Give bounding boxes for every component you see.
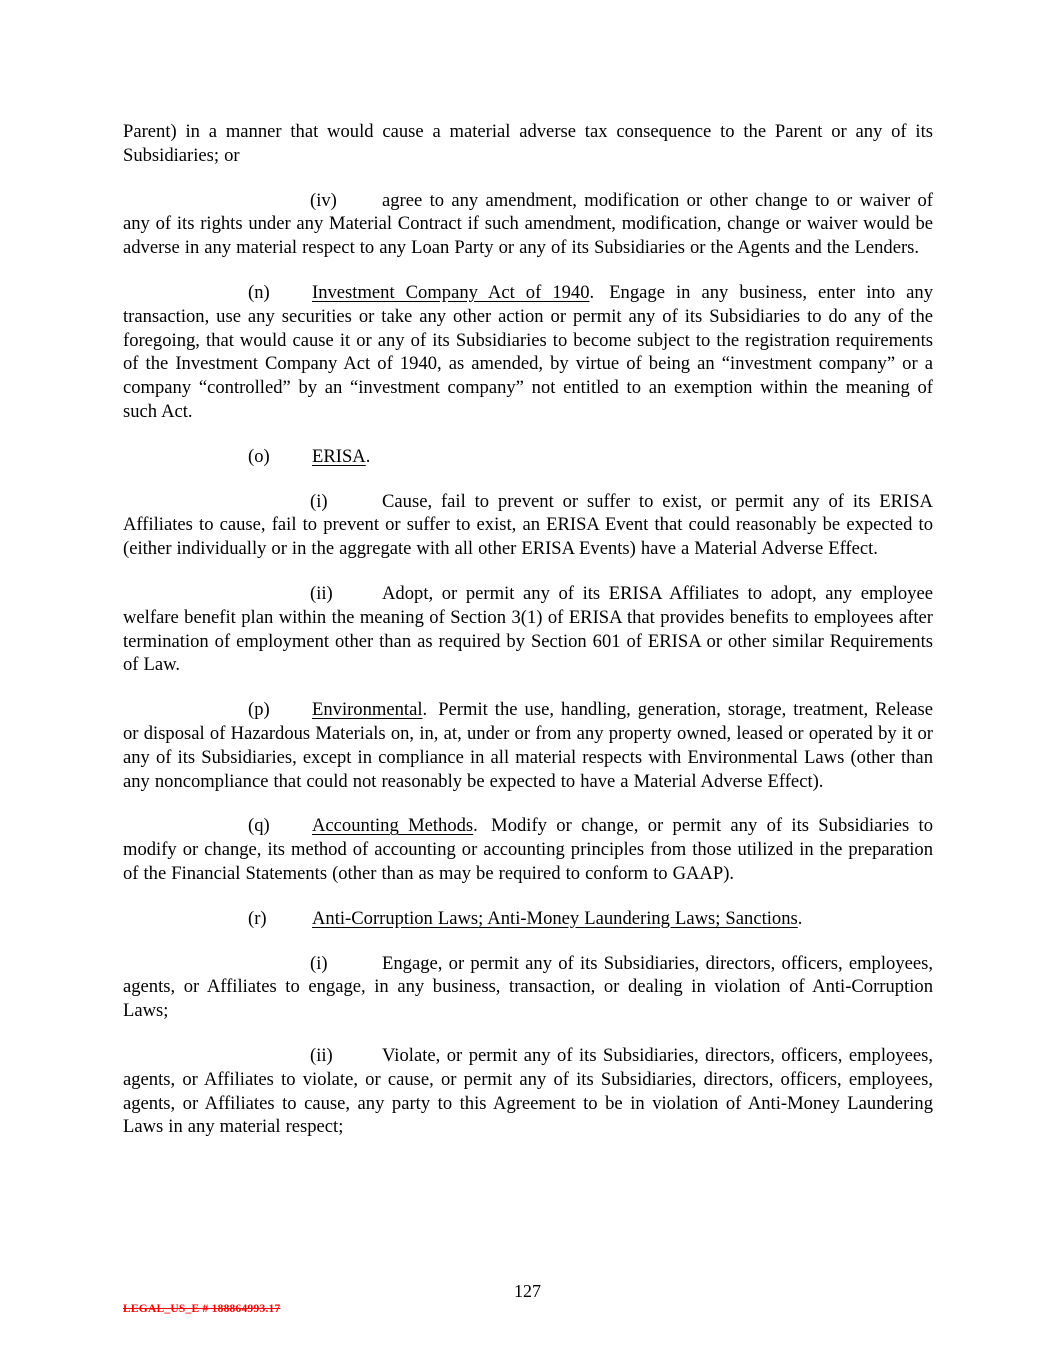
- clause-heading: Investment Company Act of 1940: [312, 281, 590, 303]
- clause-heading-period: .: [797, 907, 803, 929]
- clause-marker: (ii): [310, 582, 333, 604]
- clause-p: [123, 698, 933, 793]
- document-body: [123, 120, 933, 1139]
- clause-iv: [123, 189, 933, 260]
- clause-r: [123, 907, 933, 931]
- clause-heading: Accounting Methods: [312, 815, 474, 837]
- clause-heading-period: .: [473, 815, 478, 837]
- clause-heading-period: .: [365, 445, 371, 467]
- clause-o-i: [123, 490, 933, 561]
- clause-n: [123, 281, 933, 424]
- document-id-stamp: LEGAL_US_E # 188864993.17: [123, 1303, 281, 1315]
- clause-marker: (i): [310, 952, 328, 974]
- clause-text: Permit the use, handling, generation, storage, treatment, Release or disposal of Hazardous Materials on, in, at, under or from any property owned, leased or operated by it or any of its Subsidiaries, except in compliance in all material respects with Environmental Laws (other than any noncompliance that could not reasonably be expected to have a Material Adverse Effect).: [123, 699, 933, 792]
- clause-heading-period: .: [589, 281, 595, 303]
- clause-text: Engage, or permit any of its Subsidiaries, directors, officers, employees, agents, or Affiliates to engage, in any business, transaction, or dealing in violation of Anti-Corruption Laws;: [123, 952, 933, 1022]
- clause-text: Engage in any business, enter into any transaction, use any securities or take any other action or permit any of its Subsidiaries to do any of the foregoing, that would cause it or any of its Subsidiaries to become subject to the registration requirements of the Investment Company Act of 1940, as amended, by virtue of being an “investment company” or a company “controlled” by an “investment company” not entitled to an exemption within the meaning of such Act.: [123, 281, 933, 422]
- clause-o: [123, 445, 933, 469]
- clause-marker: (iv): [310, 189, 337, 211]
- clause-q: [123, 814, 933, 885]
- paragraph-continuation: [123, 120, 933, 168]
- clause-marker: (i): [310, 490, 328, 512]
- clause-text: Parent) in a manner that would cause a material adverse tax consequence to the Parent or any of its Subsidiaries; or: [123, 121, 933, 166]
- clause-marker: (o): [248, 445, 270, 467]
- clause-text: Violate, or permit any of its Subsidiaries, directors, officers, employees, agents, or Affiliates to violate, or cause, or permit any of its Subsidiaries, directors, officers, employees, agents, or Affiliates to cause, any party to this Agreement to be in violation of Anti-Money Laundering Laws in any material respect;: [123, 1044, 933, 1138]
- clause-text: Cause, fail to prevent or suffer to exist, or permit any of its ERISA Affiliates to cause, fail to prevent or suffer to exist, an ERISA Event that could reasonably be expected to (either individually or in the aggregate with all other ERISA Events) have a Material Adverse Effect.: [123, 490, 933, 560]
- clause-marker: (n): [248, 281, 270, 303]
- clause-text: Adopt, or permit any of its ERISA Affiliates to adopt, any employee welfare benefit plan within the meaning of Section 3(1) of ERISA that provides benefits to employees after termination of employment other than as required by Section 601 of ERISA or other similar Requirements of Law.: [123, 582, 933, 676]
- clause-heading: ERISA: [312, 445, 366, 467]
- clause-text: agree to any amendment, modification or other change to or waiver of any of its rights under any Material Contract if such amendment, modification, change or waiver would be adverse in any material respect to any Loan Party or any of its Subsidiaries or the Agents and the Lenders.: [123, 189, 933, 259]
- clause-heading-period: .: [422, 699, 428, 721]
- clause-o-ii: [123, 582, 933, 677]
- clause-r-ii: [123, 1044, 933, 1139]
- clause-marker: (p): [248, 699, 270, 721]
- clause-heading: Environmental: [312, 699, 423, 721]
- clause-r-i: [123, 952, 933, 1023]
- clause-marker: (q): [248, 815, 270, 837]
- clause-text: Modify or change, or permit any of its Subsidiaries to modify or change, its method of accounting or accounting principles from those utilized in the preparation of the Financial Statements (other than as may be required to conform to GAAP).: [123, 815, 933, 884]
- page-number: 127: [514, 1281, 541, 1301]
- clause-marker: (ii): [310, 1044, 333, 1066]
- clause-marker: (r): [248, 907, 267, 929]
- clause-heading: Anti-Corruption Laws; Anti-Money Laundering Laws; Sanctions: [312, 907, 798, 929]
